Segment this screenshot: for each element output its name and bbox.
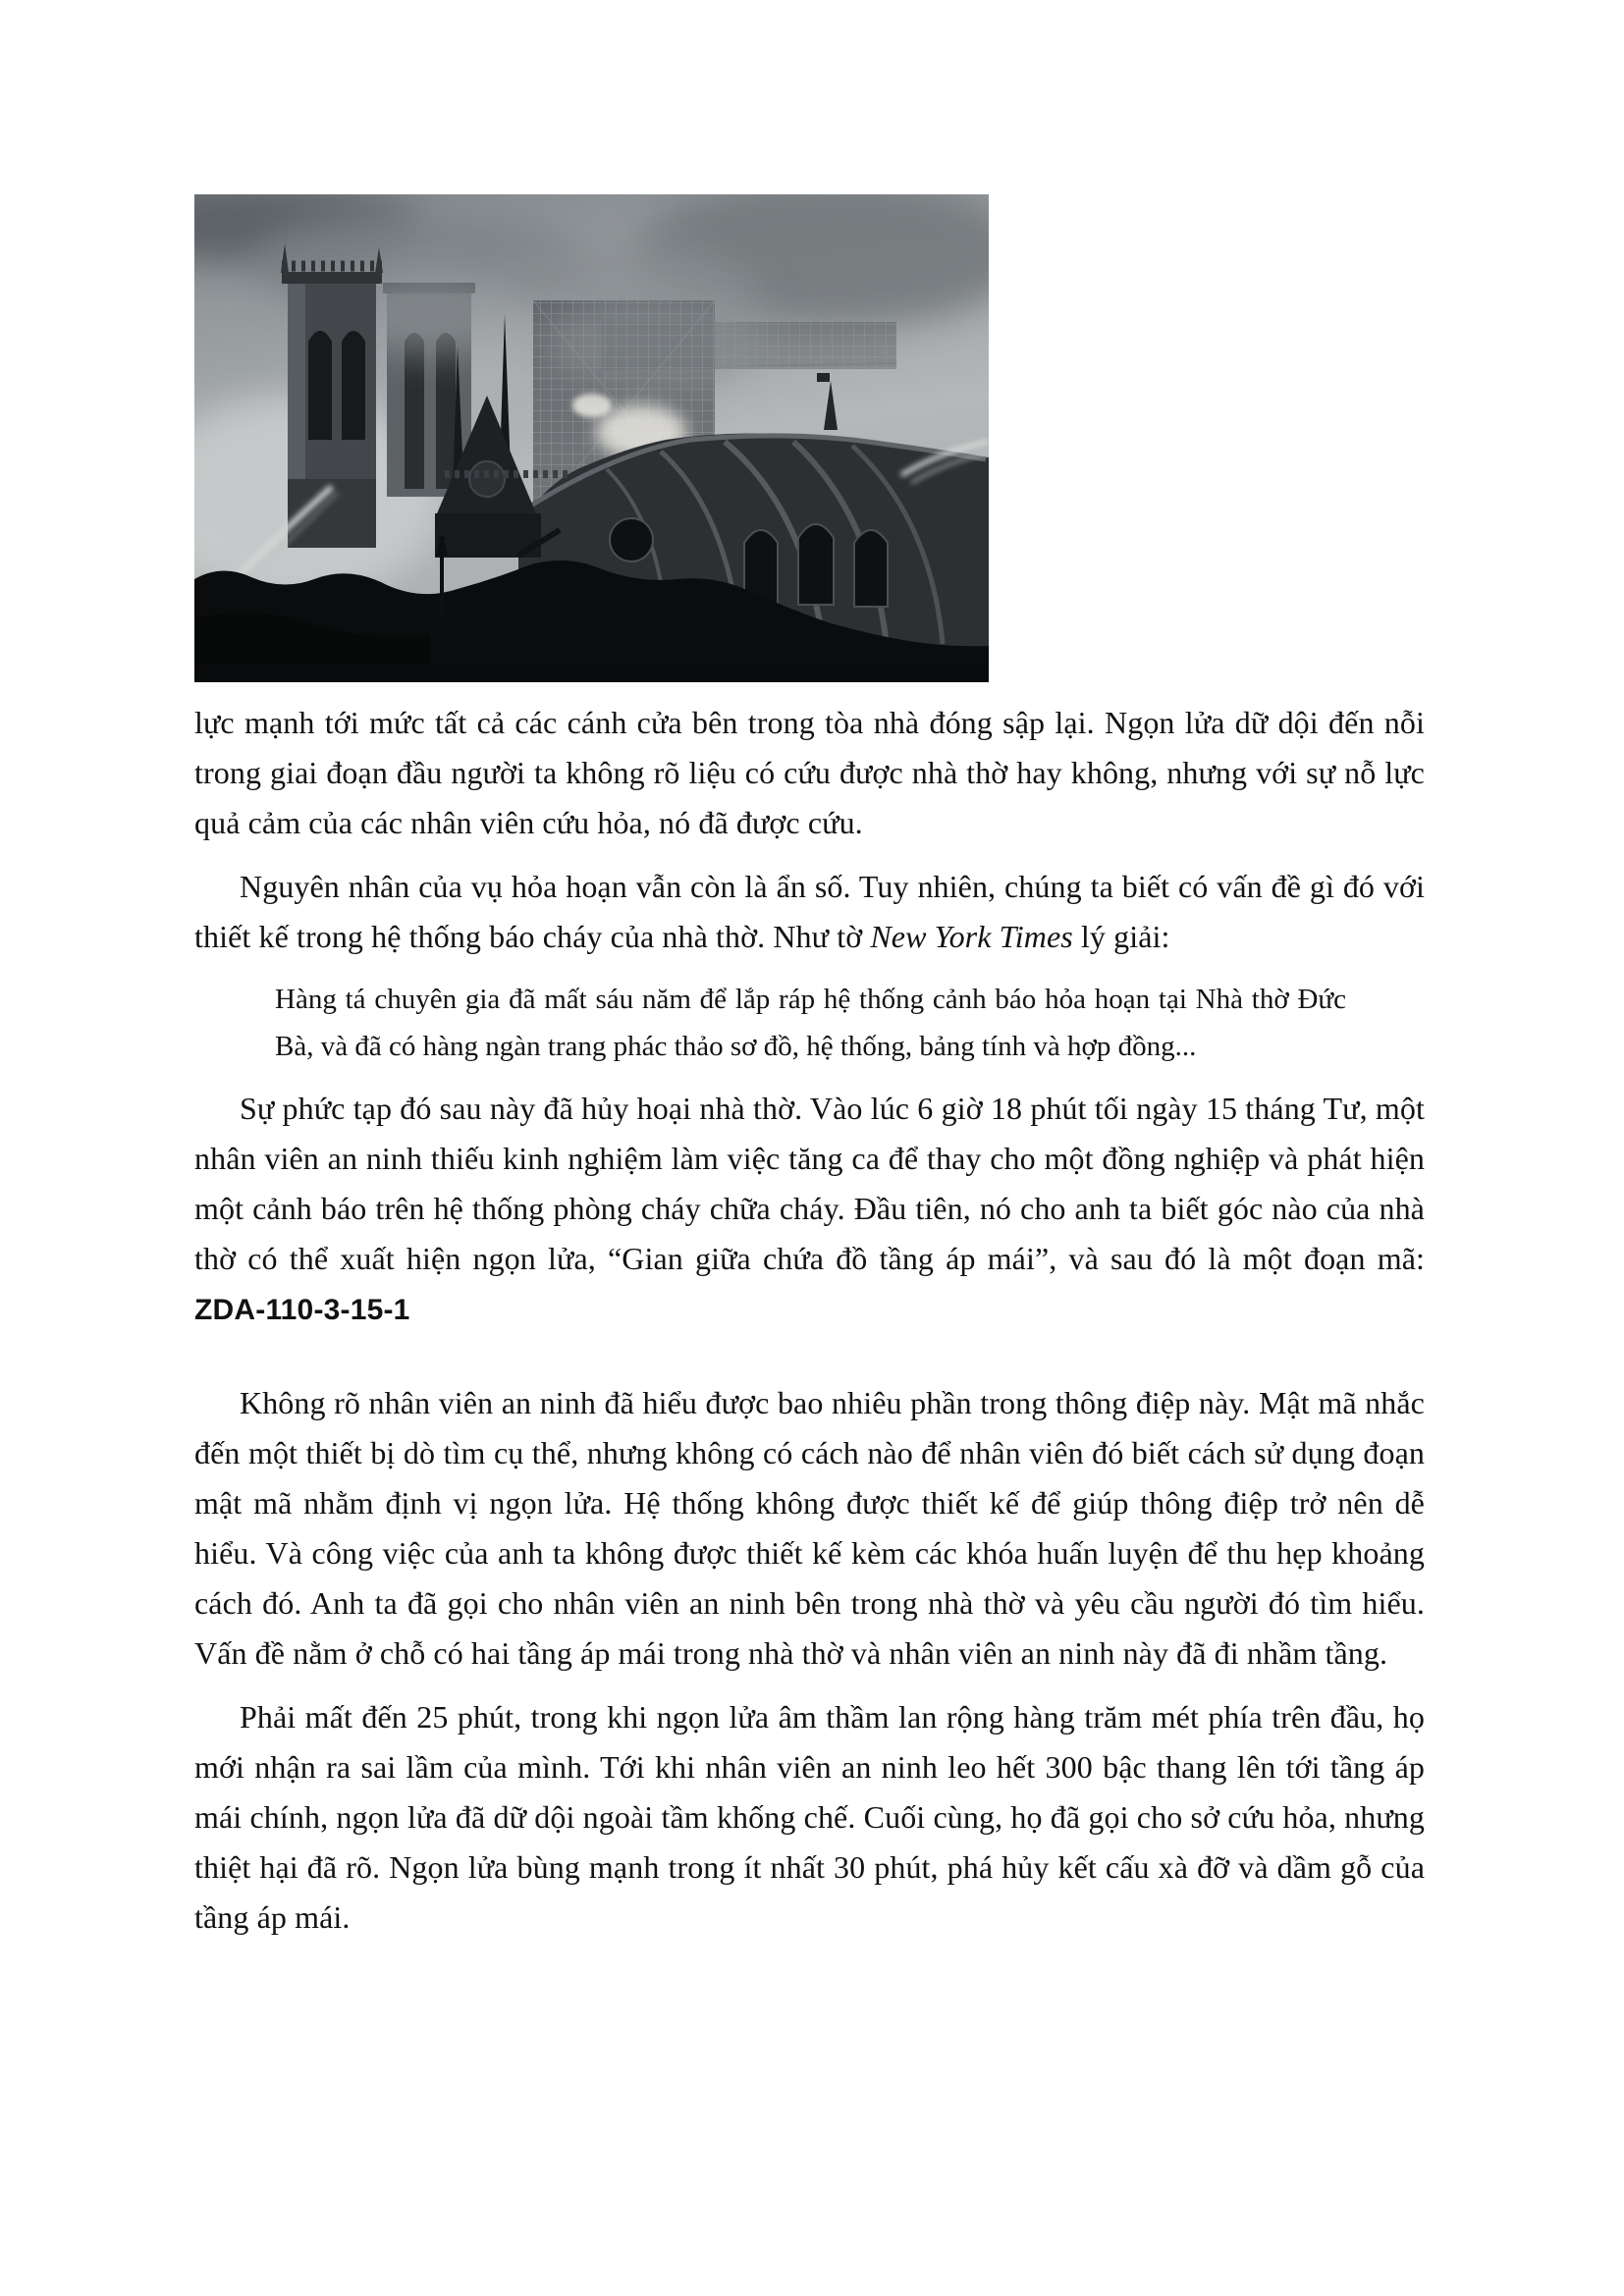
- paragraph-1: [194, 698, 1425, 848]
- paragraph-1-text: lực mạnh tới mức tất cả các cánh cửa bên trong tòa nhà đóng sập lại. Ngọn lửa dữ dội đến nỗi trong giai đoạn đầu người ta không rõ liệu có cứu được nhà thờ hay không, nhưng với sự nỗ lực quả cảm của các nhân viên cứu hỏa, nó đã được cứu.: [194, 705, 1425, 840]
- blockquote-text: Hàng tá chuyên gia đã mất sáu năm để lắp ráp hệ thống cảnh báo hỏa hoạn tại Nhà thờ Đức Bà, và đã có hàng ngàn trang phác thảo sơ đồ, hệ thống, bảng tính và hợp đồng...: [275, 984, 1346, 1062]
- paragraph-4-text: Không rõ nhân viên an ninh đã hiểu được bao nhiêu phần trong thông điệp này. Mật mã nhắc đến một thiết bị dò tìm cụ thể, nhưng không có cách nào để nhân viên đó biết cách sử dụng đoạn mật mã nhằm định vị ngọn lửa. Hệ thống không được thiết kế để giúp thông điệp trở nên dễ hiểu. Và công việc của anh ta không được thiết kế kèm các khóa huấn luyện để thu hẹp khoảng cách đó. Anh ta đã gọi cho nhân viên an ninh bên trong nhà thờ và yêu cầu người đó tìm hiểu. Vấn đề nằm ở chỗ có hai tầng áp mái trong nhà thờ và nhân viên an ninh này đã đi nhầm tầng.: [194, 1385, 1425, 1671]
- alarm-code: ZDA-110-3-15-1: [194, 1294, 410, 1326]
- bottom-strip: [194, 665, 989, 682]
- blockquote-nyt: [275, 976, 1346, 1070]
- flag: [817, 373, 830, 382]
- newspaper-title: New York Times: [870, 919, 1073, 954]
- paragraph-2-text-after: lý giải:: [1072, 919, 1170, 954]
- paragraph-3-text: Sự phức tạp đó sau này đã hủy hoại nhà thờ. Vào lúc 6 giờ 18 phút tối ngày 15 tháng Tư, một nhân viên an ninh thiếu kinh nghiệm làm việc tăng ca để thay cho một đồng nghiệp và phát hiện một cảnh báo trên hệ thống phòng cháy chữa cháy. Đầu tiên, nó cho anh ta biết góc nào của nhà thờ có thể xuất hiện ngọn lửa, “Gian giữa chứa đồ tầng áp mái”, và sau đó là một đoạn mã:: [194, 1091, 1425, 1276]
- paragraph-3: [194, 1084, 1425, 1335]
- photo-illustration: [194, 194, 989, 682]
- paragraph-2: [194, 862, 1425, 962]
- notre-dame-fire-photo: [194, 194, 989, 682]
- fire-glow-small: [572, 394, 612, 417]
- paragraph-5-text: Phải mất đến 25 phút, trong khi ngọn lửa âm thầm lan rộng hàng trăm mét phía trên đầu, họ mới nhận ra sai lầm của mình. Tới khi nhân viên an ninh leo hết 300 bậc thang lên tới tầng áp mái chính, ngọn lửa đã dữ dội ngoài tầm khống chế. Cuối cùng, họ đã gọi cho sở cứu hỏa, nhưng thiệt hại đã rõ. Ngọn lửa bùng mạnh trong ít nhất 30 phút, phá hủy kết cấu xà đỡ và dầm gỗ của tầng áp mái.: [194, 1699, 1425, 1935]
- paragraph-4: [194, 1378, 1425, 1679]
- north-tower: [281, 243, 383, 548]
- paragraph-2-text: Nguyên nhân của vụ hỏa hoạn vẫn còn là ẩn số. Tuy nhiên, chúng ta biết có vấn đề gì đó với thiết kế trong hệ thống báo cháy của nhà thờ. Như tờ: [194, 869, 1425, 954]
- text-column: [194, 194, 1425, 1956]
- paragraph-5: [194, 1692, 1425, 1943]
